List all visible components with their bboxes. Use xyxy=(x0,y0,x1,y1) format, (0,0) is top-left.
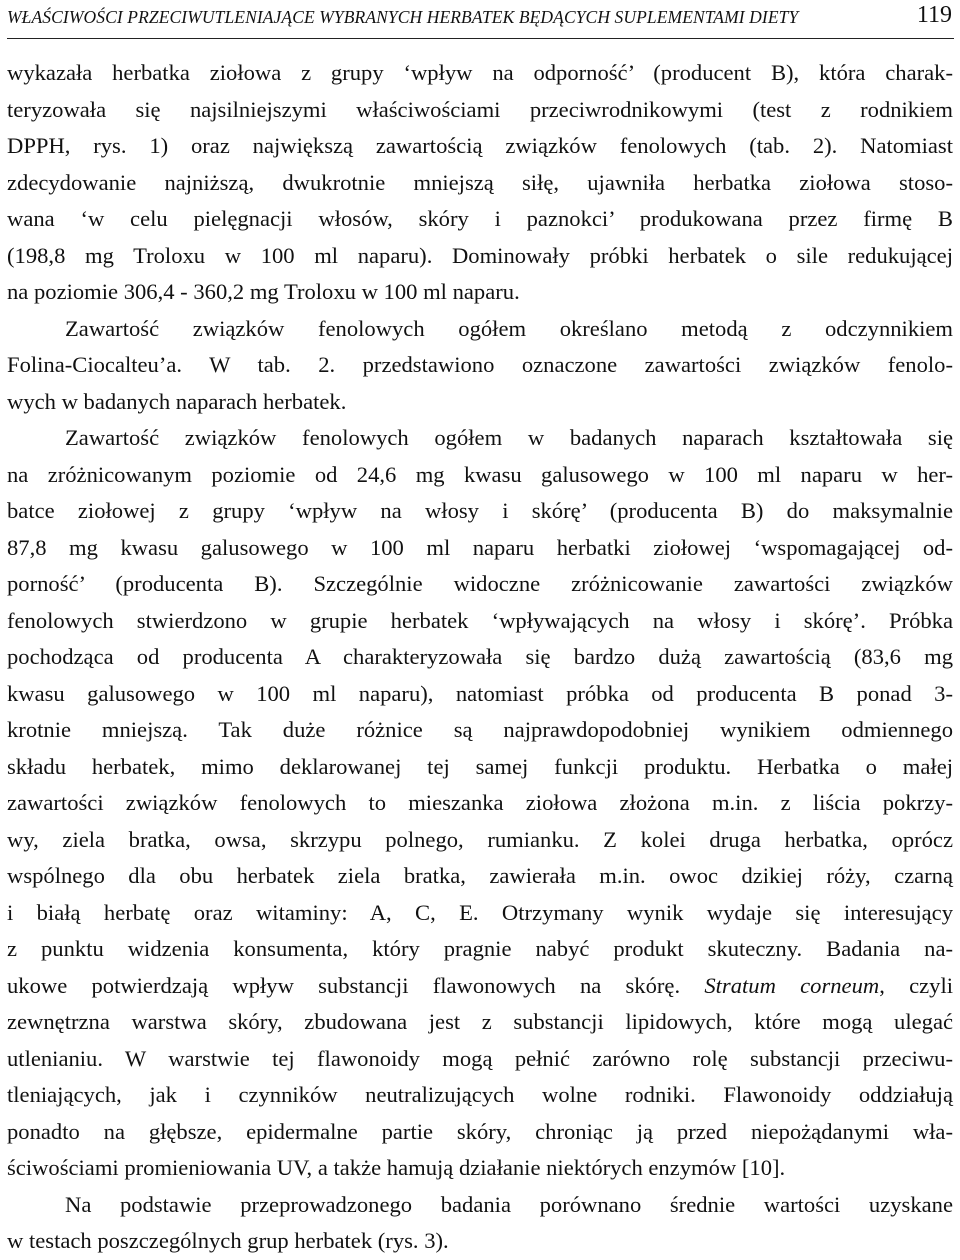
text-line: (198,8 mg Troloxu w 100 ml naparu). Dominowały próbki herbatek o sile redukującej xyxy=(7,242,953,268)
paragraph-first-line: Zawartość związków fenolowych ogółem określano metodą z odczynnikiem xyxy=(65,315,953,341)
text-line: wych w badanych naparach herbatek. xyxy=(7,388,347,414)
text-line: składu herbatek, mimo deklarowanej tej samej funkcji produktu. Herbatka o małej xyxy=(7,753,953,779)
text-line: kwasu galusowego w 100 ml naparu), natomiast próbka od producenta B ponad 3- xyxy=(7,680,953,706)
text-line: fenolowych stwierdzono w grupie herbatek ‘wpływających na włosy i skórę’. Próbka xyxy=(7,607,953,633)
text-line: ściwościami promieniowania UV, a także hamują działanie niektórych enzymów [10]. xyxy=(7,1155,786,1180)
text-line: teryzowała się najsilniejszymi właściwościami przeciwrodnikowymi (test z rodnikiem xyxy=(7,96,953,122)
text-line: zdecydowanie najniższą, dwukrotnie mniejszą siłę, ujawniła herbatka ziołowa stoso- xyxy=(7,169,953,195)
text-line: z punktu widzenia konsumenta, który pragnie nabyć produkt skuteczny. Badania na- xyxy=(7,936,953,961)
text-line-with-italic xyxy=(7,968,953,1005)
page-number: 119 xyxy=(916,2,952,28)
text-line: DPPH, rys. 1) oraz największą zawartością związków fenolowych (tab. 2). Natomiast xyxy=(7,133,953,158)
text-line: porność’ (producenta B). Szczególnie widoczne zróżnicowanie zawartości związków xyxy=(7,571,953,596)
text-line: wykazała herbatka ziołowa z grupy ‘wpływ na odporność’ (producent B), która charak- xyxy=(7,60,953,85)
text-line: ponadto na głębsze, epidermalne partie skóry, chroniąc ją przed niepożądanymi wła- xyxy=(7,1118,953,1144)
text-line: na zróżnicowanym poziomie od 24,6 mg kwasu galusowego w 100 ml naparu w her- xyxy=(7,461,953,487)
text-line: krotnie mniejszą. Tak duże różnice są najprawdopodobniej wynikiem odmiennego xyxy=(7,717,953,742)
italic-term: Stratum corneum xyxy=(704,972,880,998)
text-line: batce ziołowej z grupy ‘wpływ na włosy i skórę’ (producenta B) do maksymalnie xyxy=(7,498,953,523)
text-line: tleniających, jak i czynników neutralizujących wolne rodniki. Flawonoidy oddziałują xyxy=(7,1082,953,1107)
running-header-title: WŁAŚCIWOŚCI PRZECIWUTLENIAJĄCE WYBRANYCH HERBATEK BĘDĄCYCH SUPLEMENTAMI DIETY xyxy=(7,7,799,27)
text-segment: ukowe potwierdzają wpływ substancji flawonowych na skórę. xyxy=(7,972,681,998)
text-line: i białą herbatę oraz witaminy: A, C, E. Otrzymany wynik wydaje się interesujący xyxy=(7,899,953,925)
text-line: pochodząca od producenta A charakteryzowała się bardzo dużą zawartością (83,6 mg xyxy=(7,644,953,669)
running-header xyxy=(7,4,954,39)
text-line: Folina-Ciocalteu’a. W tab. 2. przedstawiono oznaczone zawartości związków fenolo- xyxy=(7,352,953,377)
text-segment: , czyli xyxy=(879,972,953,998)
paragraph-first-line: Na podstawie przeprowadzonego badania porównano średnie wartości uzyskane xyxy=(65,1191,953,1217)
text-line: 87,8 mg kwasu galusowego w 100 ml naparu herbatki ziołowej ‘wspomagającej od- xyxy=(7,534,953,560)
text-line: zawartości związków fenolowych to mieszanka ziołowa złożona m.in. z liścia pokrzy- xyxy=(7,790,953,815)
article-body xyxy=(7,55,953,1260)
text-line: zewnętrzna warstwa skóry, zbudowana jest z substancji lipidowych, które mogą ulegać xyxy=(7,1009,953,1034)
text-line: utlenianiu. W warstwie tej flawonoidy mogą pełnić zarówno rolę substancji przeciwu- xyxy=(7,1045,953,1071)
paragraph-first-line: Zawartość związków fenolowych ogółem w badanych naparach kształtowała się xyxy=(65,425,953,450)
text-line: na poziomie 306,4 - 360,2 mg Troloxu w 100 ml naparu. xyxy=(7,279,520,304)
text-line: wspólnego dla obu herbatek ziela bratka, zawierała m.in. owoc dzikiej róży, czarną xyxy=(7,863,953,888)
text-line: wy, ziela bratka, owsa, skrzypu polnego, rumianku. Z kolei druga herbatka, oprócz xyxy=(7,826,953,852)
text-line: wana ‘w celu pielęgnacji włosów, skóry i paznokci’ produkowana przez firmę B xyxy=(7,206,953,231)
text-line: w testach poszczególnych grup herbatek (rys. 3). xyxy=(7,1228,449,1253)
